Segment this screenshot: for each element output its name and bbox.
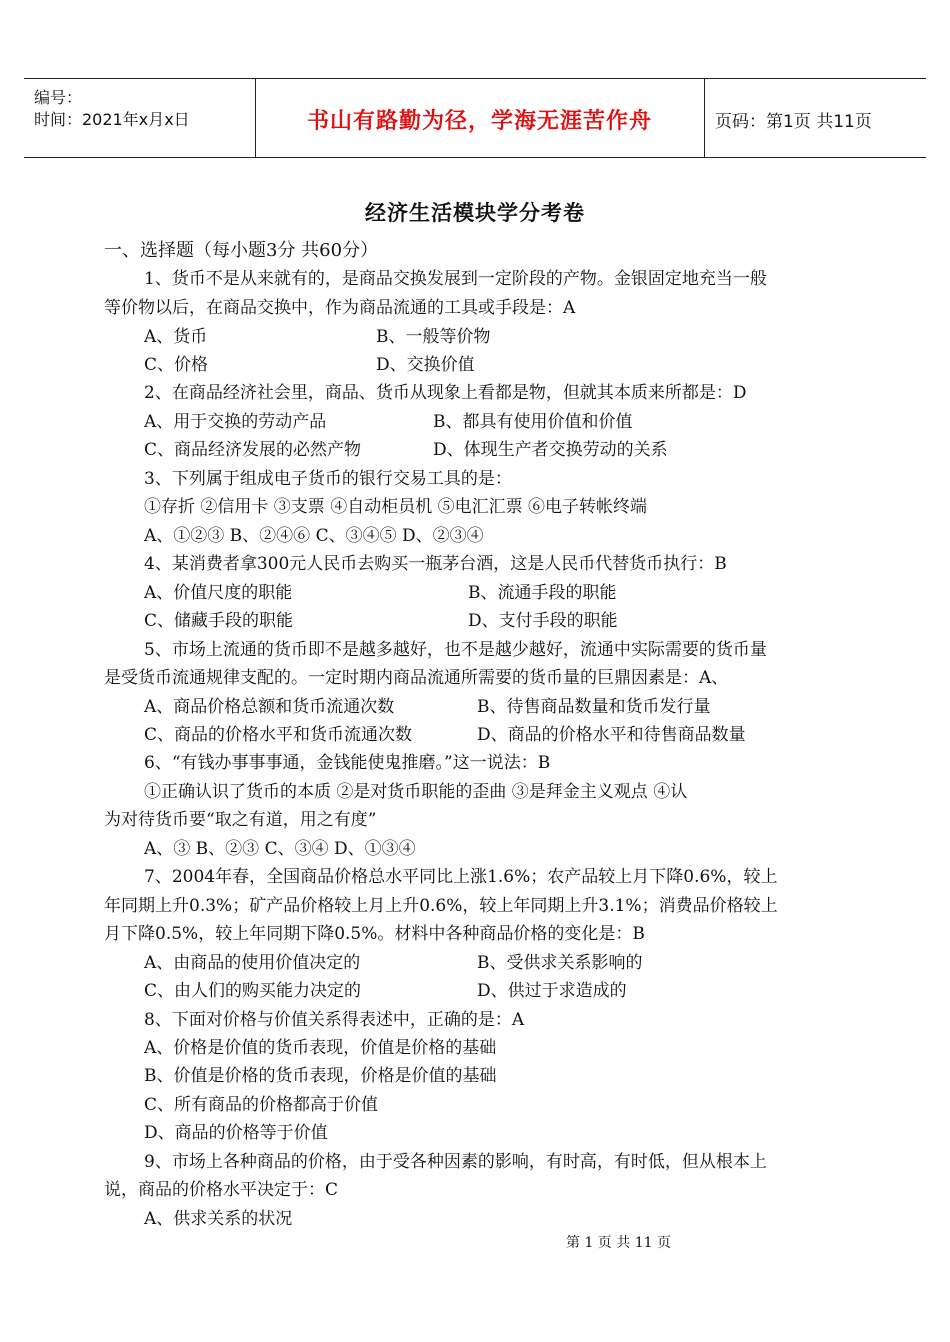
text-line: 5、市场上流通的货币即不是越多越好，也不是越少越好，流通中实际需要的货币量	[144, 640, 767, 660]
text-line: 9、市场上各种商品的价格，由于受各种因素的影响，有时高，有时低，但从根本上	[144, 1152, 767, 1172]
text-line: D、商品的价格水平和待售商品数量	[477, 725, 746, 745]
text-line: A、价格是价值的货币表现，价值是价格的基础	[144, 1038, 497, 1058]
text-line: B、都具有使用价值和价值	[433, 412, 633, 432]
doc-number-label: 编号：	[34, 88, 83, 107]
text-line: 8、下面对价格与价值关系得表述中，正确的是：A	[144, 1010, 525, 1030]
text-line: C、商品经济发展的必然产物	[144, 440, 362, 460]
text-line: A、由商品的使用价值决定的	[144, 953, 361, 973]
text-line: A、商品价格总额和货币流通次数	[144, 697, 395, 717]
page-info: 页码：第1页 共11页	[715, 112, 872, 132]
text-line: C、储藏手段的职能	[144, 611, 294, 631]
text-line: A、供求关系的状况	[144, 1209, 293, 1229]
text-line: 月下降0.5%，较上年同期下降0.5%。材料中各种商品价格的变化是：B	[104, 924, 645, 944]
text-line: 6、“有钱办事事事通，金钱能使鬼推磨。”这一说法：B	[144, 753, 551, 773]
text-line: A、货币	[144, 327, 208, 347]
text-line: 等价物以后，在商品交换中，作为商品流通的工具或手段是：A	[104, 298, 576, 318]
text-line: A、用于交换的劳动产品	[144, 412, 327, 432]
text-line: C、商品的价格水平和货币流通次数	[144, 725, 413, 745]
text-line: C、所有商品的价格都高于价值	[144, 1095, 379, 1115]
text-line: 4、某消费者拿300元人民币去购买一瓶茅台酒，这是人民币代替货币执行：B	[144, 554, 727, 574]
header-page-cell	[705, 79, 926, 157]
header-table	[24, 78, 926, 158]
text-line: A、价值尺度的职能	[144, 583, 293, 603]
text-line: C、价格	[144, 355, 209, 375]
page-footer: 第 1 页 共 11 页	[566, 1235, 671, 1251]
text-line: ①正确认识了货币的本质 ②是对货币职能的歪曲 ③是拜金主义观点 ④认	[144, 782, 688, 802]
doc-time-label: 时间：2021年x月x日	[34, 110, 190, 129]
text-line: B、受供求关系影响的	[477, 953, 643, 973]
header-meta-cell	[24, 79, 256, 157]
text-line: D、商品的价格等于价值	[144, 1123, 328, 1143]
text-line: A、③ B、②③ C、③④ D、①③④	[144, 839, 416, 859]
text-line: D、支付手段的职能	[468, 611, 618, 631]
text-line: 2、在商品经济社会里，商品、货币从现象上看都是物，但就其本质来所都是：D	[144, 383, 747, 403]
text-line: A、①②③ B、②④⑥ C、③④⑤ D、②③④	[144, 526, 484, 546]
text-line: B、一般等价物	[376, 327, 491, 347]
text-line: D、交换价值	[376, 355, 475, 375]
text-line: 7、2004年春，全国商品价格总水平同比上涨1.6%；农产品较上月下降0.6%，较上	[144, 867, 778, 887]
text-line: ①存折 ②信用卡 ③支票 ④自动柜员机 ⑤电汇汇票 ⑥电子转帐终端	[144, 497, 648, 517]
motto-text: 书山有路勤为径，学海无涯苦作舟	[306, 109, 652, 134]
text-line: D、供过于求造成的	[477, 981, 627, 1001]
page-title: 经济生活模块学分考卷	[365, 201, 585, 225]
text-line: 是受货币流通规律支配的。一定时期内商品流通所需要的货币量的巨鼎因素是：A、	[104, 668, 729, 688]
text-line: B、流通手段的职能	[468, 583, 617, 603]
section-heading: 一、选择题（每小题3分 共60分）	[104, 240, 379, 261]
text-line: D、体现生产者交换劳动的关系	[433, 440, 668, 460]
text-line: B、价值是价格的货币表现，价格是价值的基础	[144, 1066, 497, 1086]
text-line: 为对待货币要“取之有道，用之有度”	[104, 810, 377, 830]
text-line: 3、下列属于组成电子货币的银行交易工具的是：	[144, 469, 512, 489]
text-line: 说，商品的价格水平决定于：C	[104, 1180, 339, 1200]
text-line: C、由人们的购买能力决定的	[144, 981, 362, 1001]
text-line: 年同期上升0.3%；矿产品价格较上月上升0.6%，较上年同期上升3.1%；消费品价格较上	[104, 896, 778, 916]
header-motto-cell	[255, 79, 705, 157]
text-line: B、待售商品数量和货币发行量	[477, 697, 711, 717]
text-line: 1、货币不是从来就有的，是商品交换发展到一定阶段的产物。金银固定地充当一般	[144, 269, 767, 289]
